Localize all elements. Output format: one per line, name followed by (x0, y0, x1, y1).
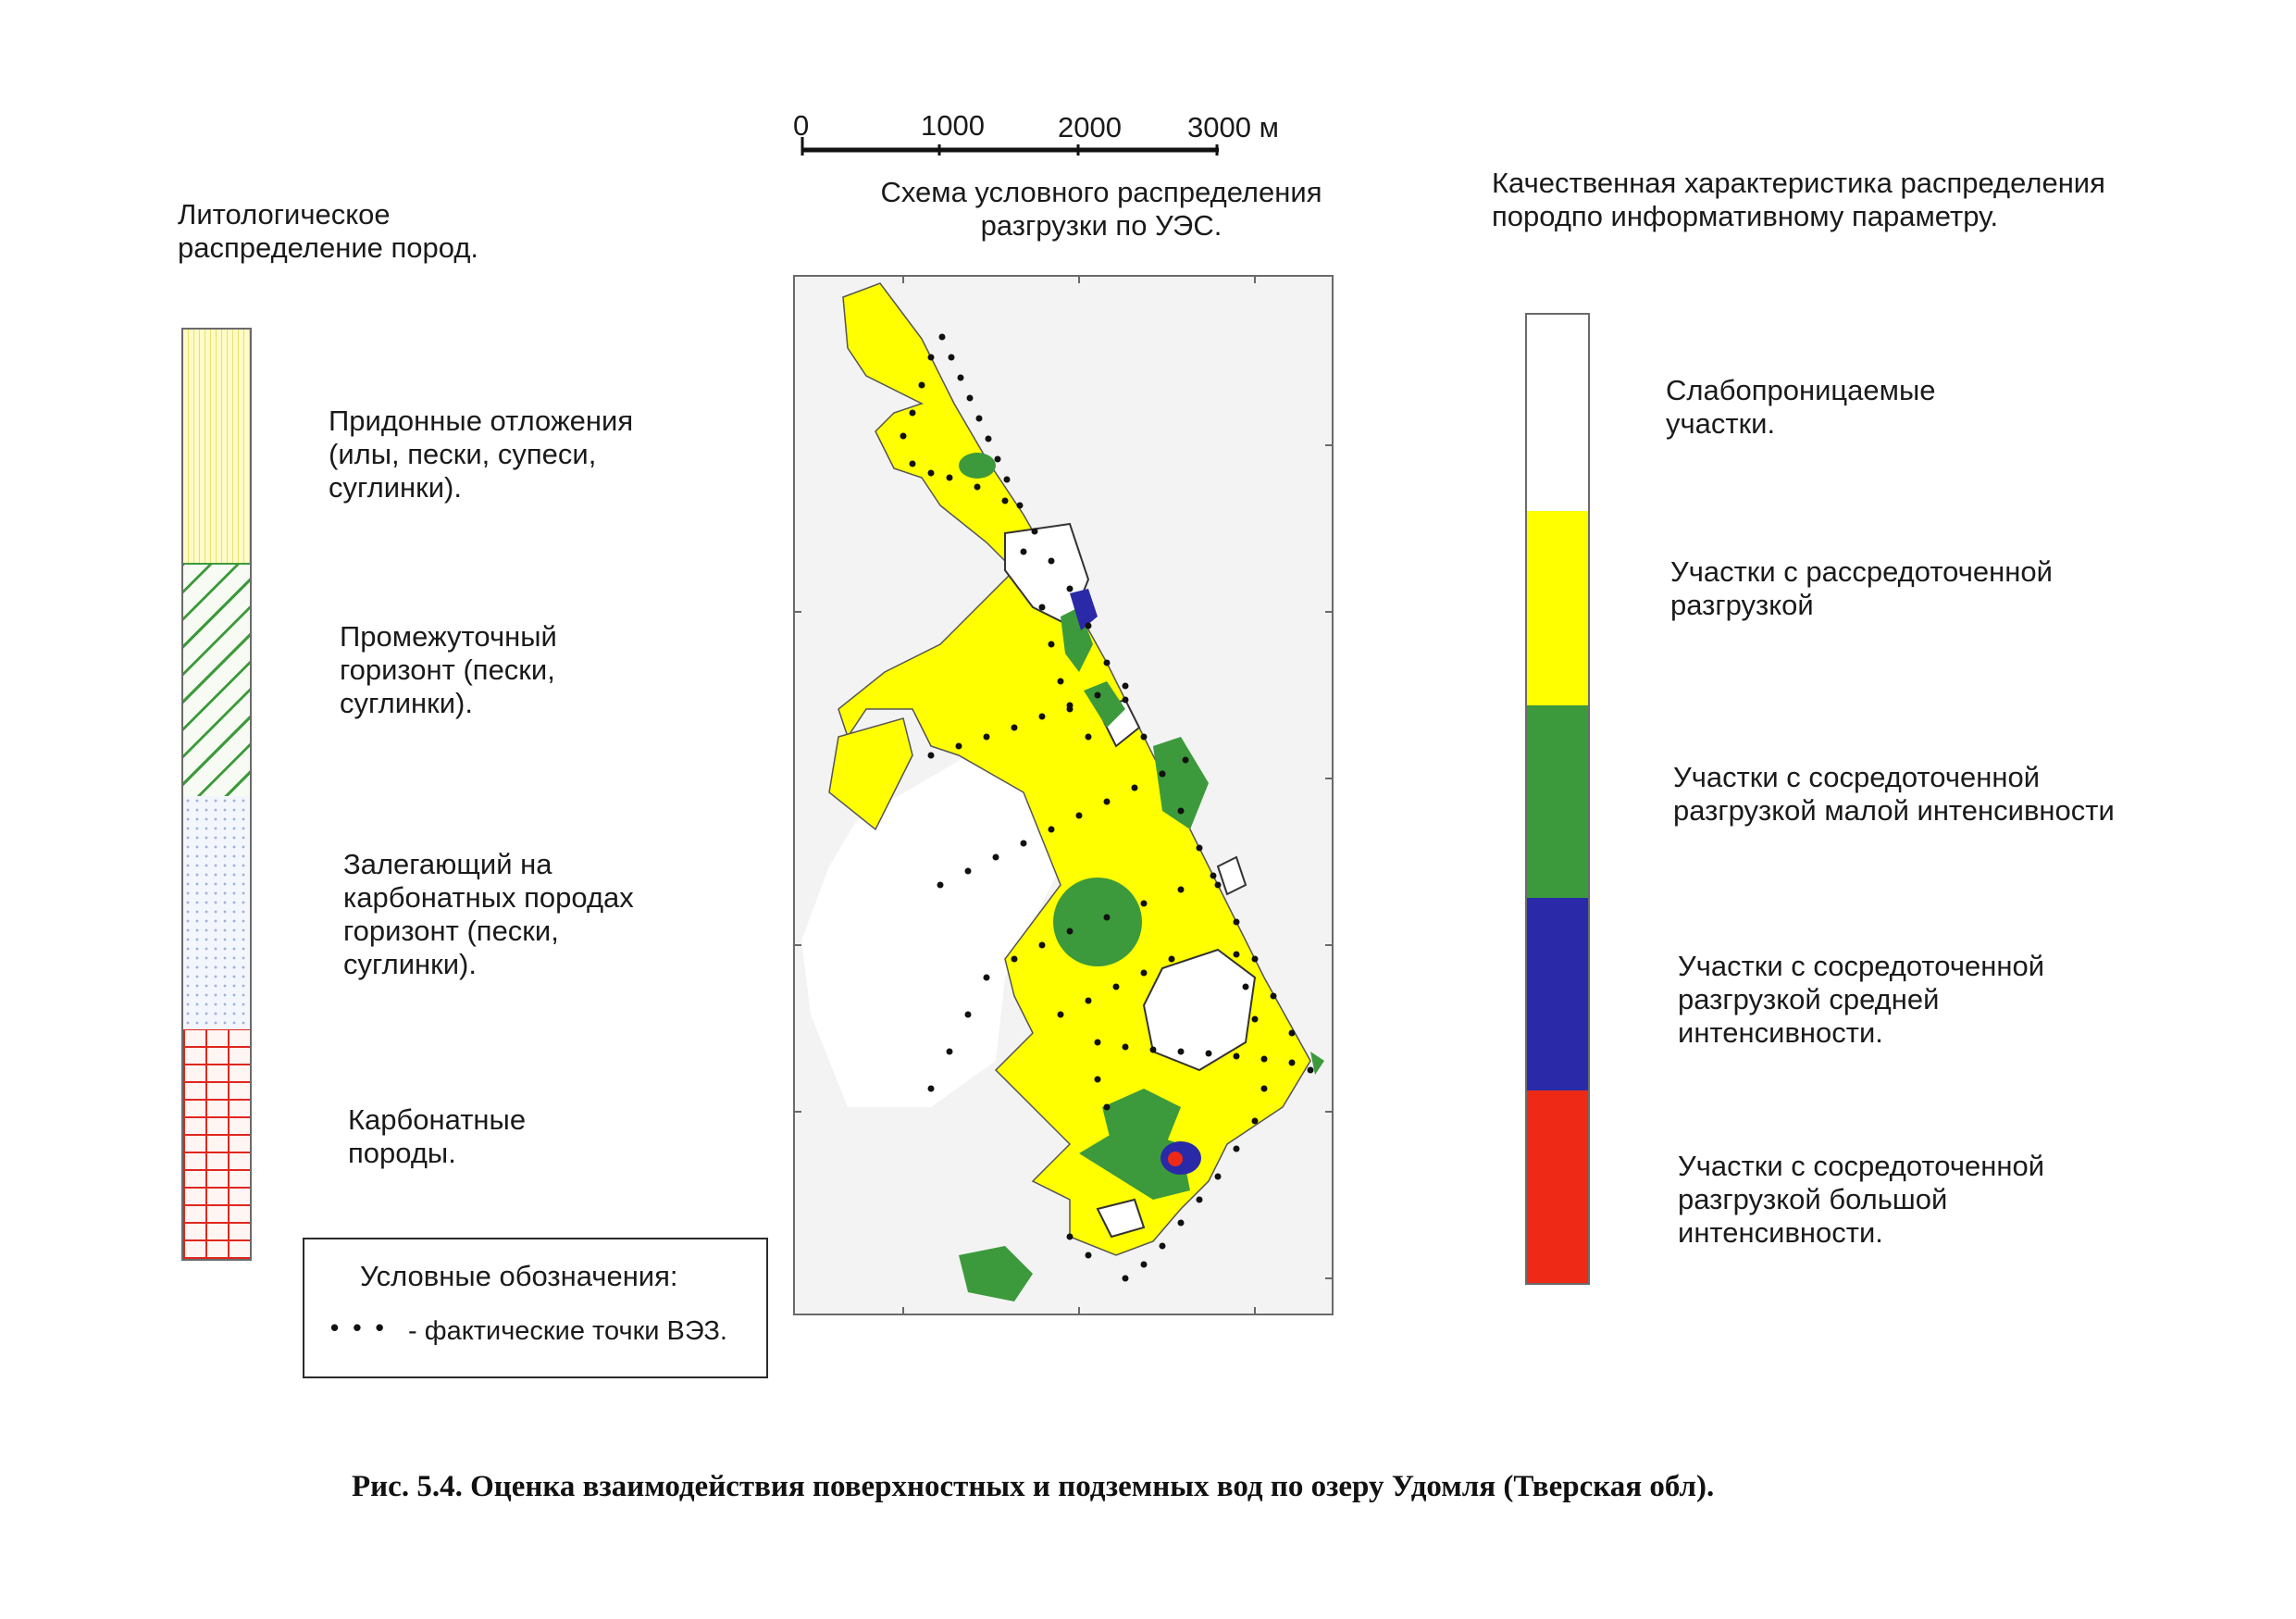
characteristic-high-intensity (1527, 1090, 1588, 1283)
figure-caption: Рис. 5.4. Оценка взаимодействия поверхностных и подземных вод по озеру Удомля (Тверская обл). (352, 1470, 1715, 1503)
characteristic-title: Качественная характеристика распределения породпо информативному параметру. (1492, 167, 2105, 232)
characteristic-label-2: Участки с рассредоточенной разгрузкой (1670, 555, 2053, 621)
lithology-label-3: Залегающий на карбонатных породах горизонт (пески, суглинки). (343, 848, 634, 980)
characteristic-label-4: Участки с сосредоточенной разгрузкой средней интенсивности. (1678, 950, 2045, 1049)
characteristic-weakly-permeable (1527, 315, 1588, 511)
legend-box (303, 1238, 768, 1378)
scale-tick-2000: 2000 (1058, 111, 1122, 143)
lithology-label-1: Придонные отложения (илы, пески, супеси, суглинки). (329, 405, 634, 504)
map-title: Схема условного распределения разгрузки по УЭС. (880, 176, 1322, 242)
characteristic-label-3: Участки с сосредоточенной разгрузкой малой интенсивности (1673, 761, 2115, 827)
scale-tick-0: 0 (793, 109, 810, 142)
lithology-column (181, 328, 252, 1261)
characteristic-low-intensity (1527, 705, 1588, 898)
characteristic-label-5: Участки с сосредоточенной разгрузкой большой интенсивности. (1678, 1150, 2045, 1249)
legend-item-label: - фактические точки ВЭЗ. (408, 1316, 727, 1346)
scale-tick-3000: 3000 м (1187, 111, 1279, 143)
characteristic-dispersed (1527, 511, 1588, 705)
scale-tick-1000: 1000 (921, 109, 985, 142)
legend-dots-symbol: • • • (330, 1314, 388, 1341)
lithology-layer-carbonate (183, 1029, 250, 1259)
lithology-layer-intermediate (183, 563, 250, 798)
lithology-label-2: Промежуточный горизонт (пески, суглинки). (340, 620, 557, 719)
legend-title: Условные обозначения: (360, 1260, 678, 1292)
discharge-map-svg (792, 274, 1336, 1318)
lithology-layer-above-carbonate (183, 796, 250, 1029)
discharge-map (792, 274, 1336, 1318)
characteristic-column (1525, 313, 1590, 1285)
scale-bar (791, 109, 1291, 165)
lithology-title: Литологическое распределение пород. (178, 198, 479, 264)
lithology-label-4: Карбонатные породы. (348, 1103, 527, 1169)
characteristic-label-1: Слабопроницаемые участки. (1666, 374, 1936, 440)
lithology-layer-bottom-sediments (183, 330, 250, 563)
characteristic-medium-intensity (1527, 898, 1588, 1090)
